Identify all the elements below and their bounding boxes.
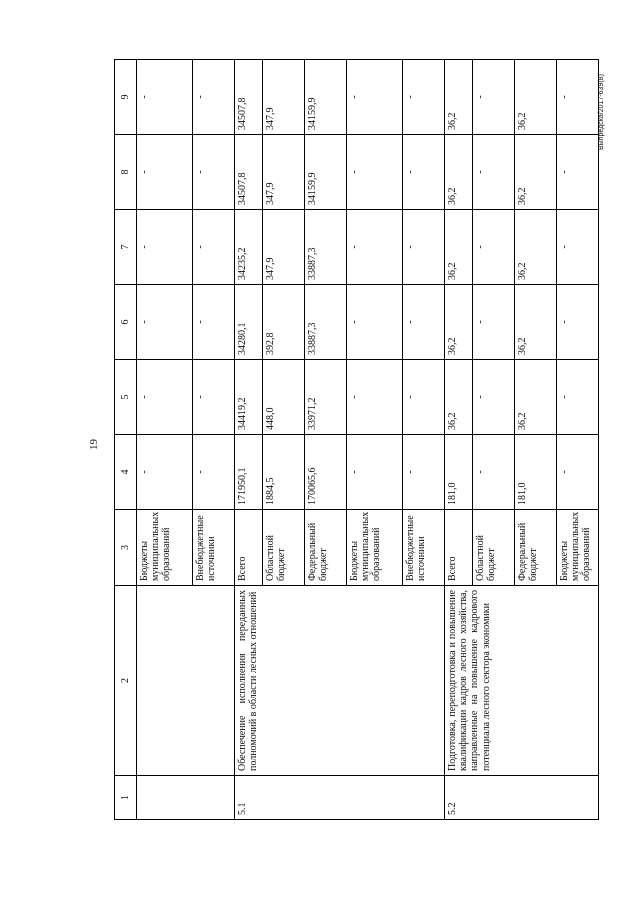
value-cell: - <box>137 435 193 510</box>
header-row <box>115 60 137 820</box>
source-cell: Областной бюджет <box>263 510 305 586</box>
value-cell: 33887,3 <box>305 285 347 360</box>
value-cell: - <box>347 435 403 510</box>
value-cell: 347,9 <box>263 135 305 210</box>
value-cell: - <box>403 285 445 360</box>
value-cell: 36,2 <box>445 285 473 360</box>
value-cell: - <box>473 210 515 285</box>
value-cell: 36,2 <box>445 360 473 435</box>
source-cell: Всего <box>235 510 263 586</box>
value-cell: 36,2 <box>515 60 557 135</box>
source-cell: Бюджеты муниципальных образований <box>557 510 599 586</box>
column-header: 6 <box>115 285 137 360</box>
table-row <box>137 60 193 820</box>
value-cell: - <box>403 210 445 285</box>
page-number: 19 <box>88 439 100 450</box>
value-cell: - <box>473 360 515 435</box>
value-cell: 34159,9 <box>305 135 347 210</box>
value-cell: 1884,5 <box>263 435 305 510</box>
column-header: 5 <box>115 360 137 435</box>
value-cell: 181,0 <box>445 435 473 510</box>
value-cell: - <box>347 360 403 435</box>
value-cell: 36,2 <box>515 135 557 210</box>
value-cell: 36,2 <box>515 210 557 285</box>
column-header: 3 <box>115 510 137 586</box>
value-cell: - <box>193 360 235 435</box>
value-cell: 392,8 <box>263 285 305 360</box>
value-cell: 36,2 <box>515 360 557 435</box>
value-cell: 34507,8 <box>235 135 263 210</box>
value-cell: - <box>403 435 445 510</box>
source-cell: Областной бюджет <box>473 510 515 586</box>
column-header: 7 <box>115 210 137 285</box>
value-cell: 34159,9 <box>305 60 347 135</box>
value-cell: 33887,3 <box>305 210 347 285</box>
value-cell: - <box>193 285 235 360</box>
row-number-cell: 5.1 <box>235 776 445 820</box>
value-cell: - <box>193 135 235 210</box>
source-cell: Бюджеты муниципальных образований <box>347 510 403 586</box>
value-cell: - <box>473 60 515 135</box>
value-cell: - <box>403 60 445 135</box>
activity-cell <box>137 586 235 776</box>
activity-cell: Обеспечение исполнения переданных полномочий в области лесных отношений <box>235 586 445 776</box>
value-cell: - <box>557 360 599 435</box>
value-cell: 36,2 <box>445 210 473 285</box>
value-cell: 448,0 <box>263 360 305 435</box>
column-header: 2 <box>115 586 137 776</box>
value-cell: 36,2 <box>515 285 557 360</box>
value-cell: - <box>347 285 403 360</box>
value-cell: - <box>473 135 515 210</box>
value-cell: - <box>403 135 445 210</box>
value-cell: 33971,2 <box>305 360 347 435</box>
value-cell: - <box>403 360 445 435</box>
value-cell: - <box>473 285 515 360</box>
value-cell: - <box>137 60 193 135</box>
value-cell: 170065,6 <box>305 435 347 510</box>
table-row <box>445 60 473 820</box>
column-header: 1 <box>115 776 137 820</box>
value-cell: - <box>137 210 193 285</box>
value-cell: 34507,8 <box>235 60 263 135</box>
row-number-cell <box>137 776 235 820</box>
value-cell: - <box>557 285 599 360</box>
document-stamp: Выпредска/2017-639(8) <box>598 74 605 150</box>
value-cell: - <box>137 285 193 360</box>
source-cell: Внебюджетные источники <box>403 510 445 586</box>
value-cell: - <box>557 135 599 210</box>
value-cell: - <box>193 210 235 285</box>
budget-table <box>114 59 599 820</box>
value-cell: 34235,2 <box>235 210 263 285</box>
value-cell: - <box>193 60 235 135</box>
column-header: 9 <box>115 60 137 135</box>
value-cell: - <box>137 135 193 210</box>
source-cell: Всего <box>445 510 473 586</box>
value-cell: - <box>557 210 599 285</box>
value-cell: 347,9 <box>263 60 305 135</box>
value-cell: 181,0 <box>515 435 557 510</box>
value-cell: 347,9 <box>263 210 305 285</box>
value-cell: - <box>557 435 599 510</box>
source-cell: Бюджеты муниципальных образований <box>137 510 193 586</box>
value-cell: - <box>193 435 235 510</box>
value-cell: 36,2 <box>445 135 473 210</box>
source-cell: Федеральный бюджет <box>515 510 557 586</box>
column-header: 8 <box>115 135 137 210</box>
value-cell: - <box>347 60 403 135</box>
value-cell: - <box>347 210 403 285</box>
source-cell: Внебюджетные источники <box>193 510 235 586</box>
source-cell: Федеральный бюджет <box>305 510 347 586</box>
value-cell: - <box>347 135 403 210</box>
value-cell: - <box>557 60 599 135</box>
column-header: 4 <box>115 435 137 510</box>
value-cell: 34280,1 <box>235 285 263 360</box>
row-number-cell: 5.2 <box>445 776 599 820</box>
activity-cell: Подготовка, переподготовка и повышение квалификации кадров лесного хозяйства, направленные на повышение кадрового потенциала лесного сектора экономики <box>445 586 599 776</box>
value-cell: 34419,2 <box>235 360 263 435</box>
value-cell: 171950,1 <box>235 435 263 510</box>
value-cell: - <box>473 435 515 510</box>
value-cell: 36,2 <box>445 60 473 135</box>
rotated-page <box>58 40 618 840</box>
value-cell: - <box>137 360 193 435</box>
table-row <box>235 60 263 820</box>
